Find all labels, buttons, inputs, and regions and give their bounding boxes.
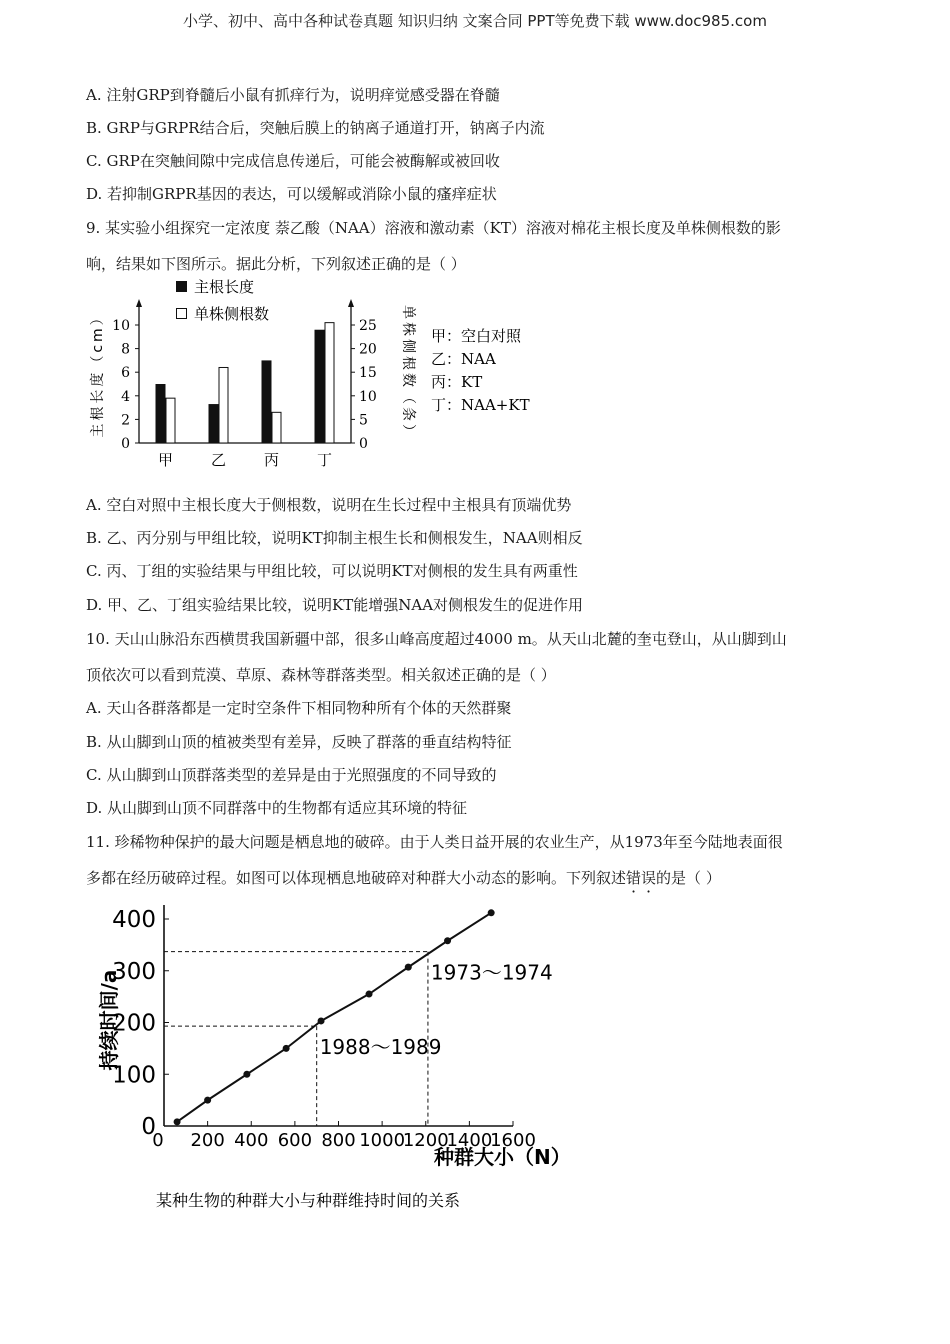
bar-lateral-root-count xyxy=(166,398,175,443)
bar-y-left-tick-label: 6 xyxy=(121,365,130,382)
line-x-tick-label: 1000 xyxy=(359,1130,406,1151)
bar-y-left-tick-label: 0 xyxy=(121,436,130,452)
q11-stem-text-end: 的是（ ） xyxy=(656,869,721,887)
line-data-point xyxy=(174,1118,181,1125)
line-data-point xyxy=(318,1017,325,1024)
bar-main-root-length xyxy=(315,330,325,443)
bar-lateral-root-count xyxy=(219,367,228,443)
legend-swatch-lateral-root xyxy=(177,309,187,319)
line-data-point xyxy=(405,964,412,971)
bar-y-left-tick-label: 2 xyxy=(121,412,130,429)
bar-key-item: 甲：空白对照 xyxy=(431,327,522,345)
q9-option-c: C. 丙、丁组的实验结果与甲组比较，可以说明KT对侧根的发生具有两重性 xyxy=(86,562,578,580)
bar-y-left-label: 主根长度（cm） xyxy=(90,308,106,438)
root-length-bar-chart xyxy=(86,275,566,470)
bar-key xyxy=(431,327,530,414)
q10-option-d: D. 从山脚到山顶不同群落中的生物都有适应其环境的特征 xyxy=(86,799,468,817)
line-y-tick-label: 400 xyxy=(112,907,156,933)
legend-swatch-main-root xyxy=(176,281,187,292)
q9-stem-line1: 9. 某实验小组探究一定浓度 萘乙酸（NAA）溶液和激动素（KT）溶液对棉花主根长度及单株侧根数的影 xyxy=(86,219,781,237)
bar-y-right-tick-label: 10 xyxy=(359,388,377,405)
q8-option-c: C. GRP在突触间隙中完成信息传递后，可能会被酶解或被回收 xyxy=(86,152,500,170)
line-data-point xyxy=(488,909,495,916)
line-data-point xyxy=(444,937,451,944)
bar-lateral-root-count xyxy=(272,412,281,443)
q10-stem-line1: 10. 天山山脉沿东西横贯我国新疆中部，很多山峰高度超过4000 m。从天山北麓的奎屯登山，从山脚到山 xyxy=(86,630,787,648)
q10-option-b: B. 从山脚到山顶的植被类型有差异，反映了群落的垂直结构特征 xyxy=(86,733,512,751)
annotation-label: 1988～1989 xyxy=(319,1035,442,1060)
line-y-tick-label: 200 xyxy=(112,1010,156,1037)
line-data-point xyxy=(366,991,373,998)
line-y-tick-label: 300 xyxy=(112,958,156,985)
bar-legend xyxy=(176,278,269,323)
line-x-tick-label: 200 xyxy=(190,1130,225,1151)
q9-option-b: B. 乙、丙分别与甲组比较，说明KT抑制主根生长和侧根发生，NAA则相反 xyxy=(86,529,583,547)
bar-y-right-label: 单株侧根数（条） xyxy=(400,305,416,441)
q11-stem-line2 xyxy=(86,867,721,888)
emphasis-char: 错 xyxy=(626,869,642,887)
line-data-point xyxy=(204,1097,211,1104)
bar-y-right-tick-label: 15 xyxy=(359,365,377,382)
emphasis-char: 误 xyxy=(641,869,657,887)
bar-y-right-tick-label: 0 xyxy=(359,436,368,452)
bar-key-item: 乙：NAA xyxy=(431,350,496,368)
bar-y-right-arrow xyxy=(348,299,354,307)
q10-stem-line2: 顶依次可以看到荒漠、草原、森林等群落类型。相关叙述正确的是（ ） xyxy=(86,666,556,684)
q8-option-a: A. 注射GRP到脊髓后小鼠有抓痒行为，说明痒觉感受器在脊髓 xyxy=(86,86,500,104)
line-x-tick-label: 0 xyxy=(152,1130,164,1151)
q9-stem-line2: 响，结果如下图所示。据此分析，下列叙述正确的是（ ） xyxy=(86,255,466,273)
bar-category-label: 丙 xyxy=(263,451,280,469)
q11-stem-text: 多都在经历破碎过程。如图可以体现栖息地破碎对种群大小动态的影响。下列叙述 xyxy=(86,869,627,887)
bar-main-root-length xyxy=(156,384,166,443)
line-x-tick-label: 1600 xyxy=(490,1130,536,1151)
bar-y-left-tick-label: 10 xyxy=(112,318,130,334)
bar-main-root-length xyxy=(262,360,272,443)
q11-stem-line1: 11. 珍稀物种保护的最大问题是栖息地的破碎。由于人类日益开展的农业生产，从1973年至今陆地表面很 xyxy=(86,833,783,851)
bar-category-label: 乙 xyxy=(210,451,227,469)
line-x-tick-label: 600 xyxy=(277,1130,313,1151)
line-data-point xyxy=(243,1071,250,1078)
q10-option-a: A. 天山各群落都是一定时空条件下相同物种所有个体的天然群聚 xyxy=(86,699,512,717)
bar-y-left-tick-label: 8 xyxy=(121,341,130,358)
bar-lateral-root-count xyxy=(325,323,334,443)
line-data-point xyxy=(283,1045,290,1052)
annotation-label: 1973～1974 xyxy=(430,960,553,985)
bar-y-right-tick-label: 5 xyxy=(359,412,368,429)
q8-option-b: B. GRP与GRPR结合后，突触后膜上的钠离子通道打开，钠离子内流 xyxy=(86,119,545,137)
bar-y-left-arrow xyxy=(136,299,142,307)
legend-label-main-root: 主根长度 xyxy=(194,278,255,296)
line-x-label: 种群大小（N） xyxy=(434,1145,571,1169)
bar-y-right-tick-label: 20 xyxy=(359,341,377,358)
bar-category-label: 丁 xyxy=(316,451,333,469)
bar-key-item: 丁：NAA+KT xyxy=(431,396,530,414)
line-y-label: 持续时间/a xyxy=(97,969,121,1071)
page-header: 小学、初中、高中各种试卷真题 知识归纳 文案合同 PPT等免费下载 www.doc985.com xyxy=(183,12,767,30)
bar-category-label: 甲 xyxy=(157,451,174,469)
bar-main-root-length xyxy=(209,404,219,443)
bar-y-left-tick-label: 4 xyxy=(121,388,130,405)
line-y-tick-label: 0 xyxy=(141,1114,156,1140)
bar-y-right-tick-label: 25 xyxy=(359,318,377,334)
legend-label-lateral-root: 单株侧根数 xyxy=(194,305,270,323)
bar-key-item: 丙：KT xyxy=(431,373,483,391)
q8-option-d: D. 若抑制GRPR基因的表达，可以缓解或消除小鼠的瘙痒症状 xyxy=(86,185,497,203)
line-x-tick-label: 1200 xyxy=(402,1130,449,1151)
population-duration-line-chart xyxy=(86,895,571,1225)
line-x-tick-label: 1400 xyxy=(446,1130,493,1151)
line-y-tick-label: 100 xyxy=(112,1062,156,1089)
line-chart-caption: 某种生物的种群大小与种群维持时间的关系 xyxy=(156,1191,461,1210)
q9-option-d: D. 甲、乙、丁组实验结果比较，说明KT能增强NAA对侧根发生的促进作用 xyxy=(86,596,584,614)
line-x-tick-label: 800 xyxy=(321,1130,356,1151)
line-series xyxy=(177,913,491,1122)
q10-option-c: C. 从山脚到山顶群落类型的差异是由于光照强度的不同导致的 xyxy=(86,766,497,784)
q9-option-a: A. 空白对照中主根长度大于侧根数，说明在生长过程中主根具有顶端优势 xyxy=(86,496,572,514)
line-x-tick-label: 400 xyxy=(234,1130,269,1151)
